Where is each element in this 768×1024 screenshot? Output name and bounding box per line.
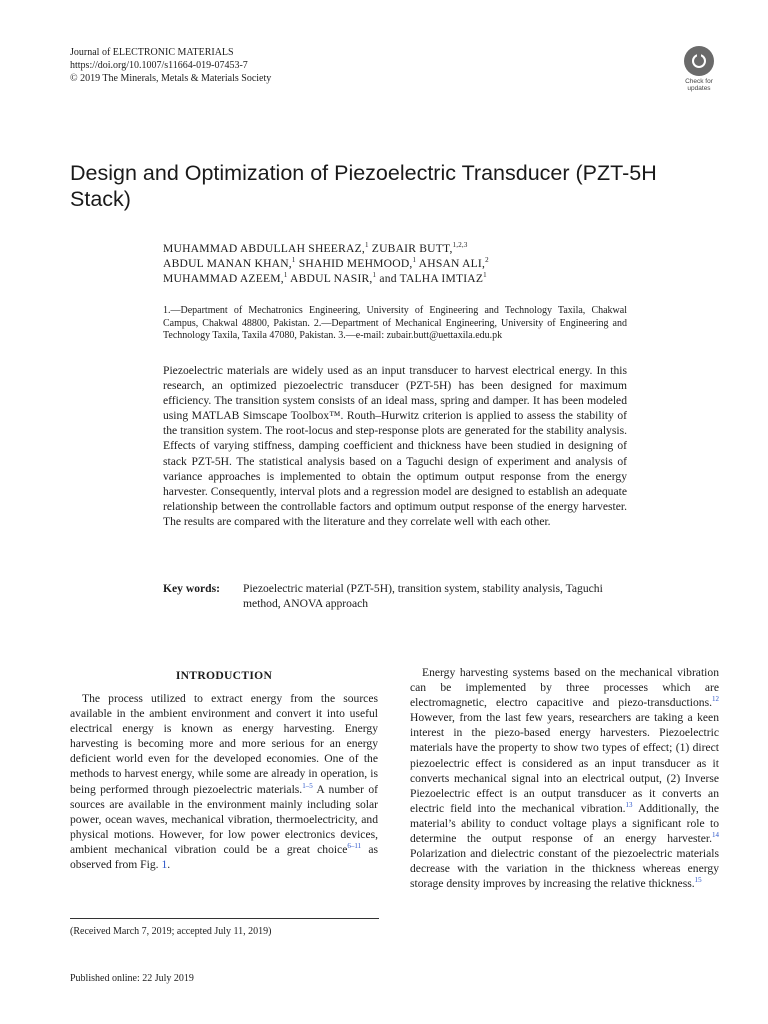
author-line (163, 256, 489, 271)
author-name: MUHAMMAD ABDULLAH SHEERAZ, (163, 242, 365, 255)
introduction-section (70, 668, 378, 872)
published-date: Published online: 22 July 2019 (70, 973, 194, 984)
doi-link[interactable]: https://doi.org/10.1007/s11664-019-07453-7 (70, 60, 248, 71)
affiliations: 1.—Department of Mechatronics Engineering, University of Engineering and Technology Taxila, Chakwal Campus, Chakwal 48800, Pakistan. 2.—Department of Mechanical Engineering, University of Engineering and Technology Taxila, Taxila 47080, Pakistan. 3.—e-mail: zubair.butt@uettaxila.edu.pk (163, 305, 627, 341)
citation-link[interactable]: 14 (712, 831, 719, 840)
abstract: Piezoelectric materials are widely used as an input transducer to harvest electrical energy. In this research, an optimized piezoelectric transducer (PZT-5H) has been designed for maximum efficiency. The transition system consists of an ideal mass, spring and damper. It has been modeled using MATLAB Simscape Toolbox™. Routh–Hurwitz criterion is applied to assess the stability of the transition system. The root-locus and step-response plots are generated for the stability analysis. Effects of varying stiffness, damping coefficient and thickness have been studied in designing of stack PZT-5H. The statistical analysis based on a Taguchi design of experiment and analysis of variance approaches is implemented to obtain the optimum output response from the energy harvester. Consequently, interval plots and a regression model are designed to establish an adequate relationship between the controllable factors and optimum output response of the energy harvester. The results are compared with the literature and they correlate well with each other. (163, 364, 627, 528)
check-for-updates-icon (684, 46, 714, 76)
received-note: (Received March 7, 2019; accepted July 11, 2019) (70, 926, 272, 937)
author-name: ABDUL MANAN KHAN, (163, 257, 292, 270)
author-name: MUHAMMAD AZEEM, (163, 272, 284, 285)
author-affiliation-mark: 1,2,3 (452, 241, 468, 250)
author-name: AHSAN ALI, (418, 257, 486, 270)
check-for-updates-badge[interactable] (679, 46, 719, 92)
body-paragraph: The process utilized to extract energy from the sources available in the ambient environment and convert it into useful electrical energy is known as energy harvesting. Energy harvesting is becoming more and more serious for an energy deficient world even for the developed economies. One of the methods to harvest energy, while some are already in operation, is being performed through piezoelectric materials.$^{1-5}$ A number of sources are available in the environment mainly including solar power, ocean waves, mechanical vibration, thermoelectricity, and physical motions. However, for low power electronics devices, ambient mechanical vibration could be a great choice$^{6-11}$ as observed from Fig. 1. (70, 692, 378, 872)
author-name: SHAHID MEHMOOD, (298, 257, 413, 270)
citation-link[interactable]: 6–11 (347, 842, 362, 851)
keywords-label: Key words: (163, 582, 220, 595)
citation-link[interactable]: 1–5 (302, 781, 313, 790)
badge-label: Check for updates (685, 78, 713, 92)
author-affiliation-mark: 1 (372, 271, 377, 280)
right-column-text (410, 665, 719, 891)
paper-title: Design and Optimization of Piezoelectric Transducer (PZT-5H Stack) (70, 161, 657, 211)
author-name: ZUBAIR BUTT, (371, 242, 453, 255)
author-line (163, 241, 489, 256)
copyright-line: © 2019 The Minerals, Metals & Materials Society (70, 73, 272, 84)
author-name: and TALHA IMTIAZ (379, 272, 484, 285)
citation-link[interactable]: 13 (625, 800, 633, 809)
figure-link[interactable]: 1 (161, 858, 168, 872)
footnote-divider (70, 918, 379, 919)
author-list (163, 241, 489, 286)
citation-link[interactable]: 12 (712, 695, 719, 704)
body-paragraph: Energy harvesting systems based on the mechanical vibration can be implemented by three processes which are electromagnetic, electro capacitive and piezo-transductions.$^{12}$ However, from the last few years, researchers are taking a keen interest in the piezo-based energy harvesters. Piezoelectric materials have the property to show two types of effect; (1) direct piezoelectric effect is considered as an input transducer as it converts mechanical signal into an electrical output, (2) Inverse Piezoelectric effect is an output transducer as it converts an electric field into the mechanical vibration.$^{13}$ Additionally, the material’s ability to conduct voltage plays a significant role to determine the output response of an energy harvester.$^{14}$ Polarization and dielectric constant of the piezoelectric materials decrease with the variation in the thickness whereas energy storage density improves by increasing the relative thickness.$^{15}$ (410, 666, 720, 891)
section-heading: INTRODUCTION (175, 669, 273, 682)
author-line (163, 271, 489, 286)
keywords (163, 581, 627, 611)
journal-header (70, 46, 271, 85)
author-affiliation-mark: 1 (364, 241, 369, 250)
author-name: ABDUL NASIR, (290, 272, 373, 285)
author-affiliation-mark: 2 (485, 256, 489, 265)
author-affiliation-mark: 1 (291, 256, 296, 265)
author-affiliation-mark: 1 (483, 271, 487, 280)
keywords-text: Piezoelectric material (PZT-5H), transition system, stability analysis, Taguchi method, ANOVA approach (243, 582, 603, 610)
author-affiliation-mark: 1 (412, 256, 417, 265)
author-affiliation-mark: 1 (283, 271, 288, 280)
journal-name: Journal of ELECTRONIC MATERIALS (70, 47, 234, 58)
citation-link[interactable]: 15 (694, 876, 702, 885)
